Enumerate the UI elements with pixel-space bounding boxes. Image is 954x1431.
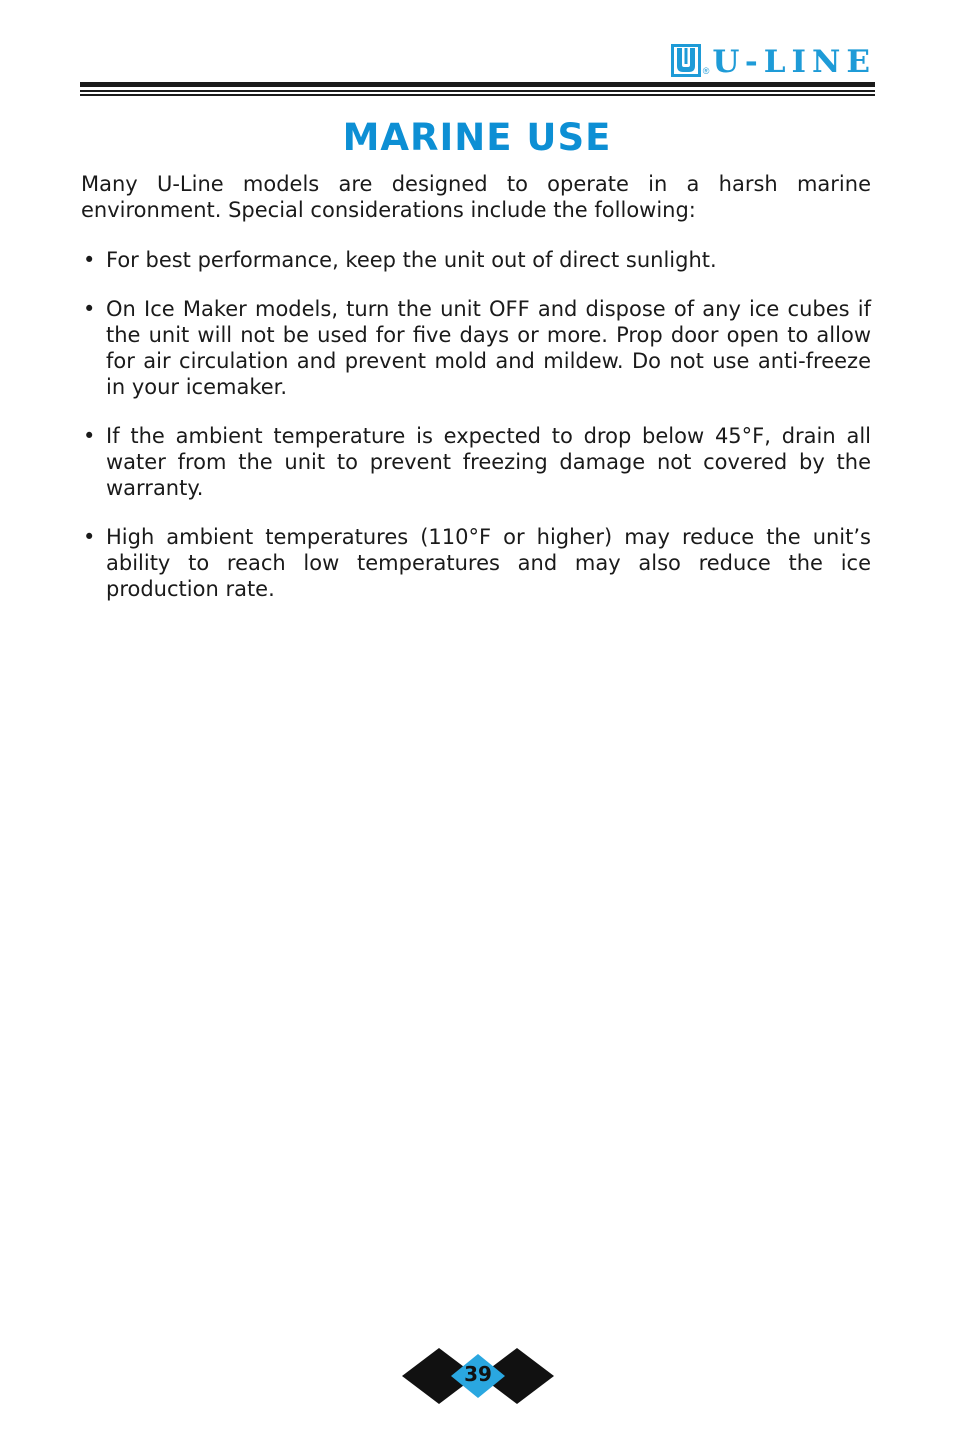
bullet-mark: • <box>83 297 96 321</box>
header-rule-thick <box>80 82 875 87</box>
registered-mark: ® <box>702 66 710 76</box>
brand-logo <box>671 44 876 80</box>
logo-wordmark: U-LINE <box>712 44 876 80</box>
list-item <box>81 296 871 400</box>
page-title: MARINE USE <box>342 116 612 159</box>
bullet-mark: • <box>83 525 96 549</box>
bullet-mark: • <box>83 424 96 448</box>
list-item-text: For best performance, keep the unit out of direct sunlight. <box>106 248 717 272</box>
list-item-text: If the ambient temperature is expected to drop below 45°F, drain all water from the unit to prevent freezing damage not covered by the warranty. <box>106 424 871 500</box>
list-item <box>81 247 871 273</box>
list-item-text: High ambient temperatures (110°F or higher) may reduce the unit’s ability to reach low temperatures and may also reduce the ice production rate. <box>106 525 871 601</box>
u-line-logo-icon <box>671 44 701 77</box>
page-number: 39 <box>464 1362 492 1386</box>
header-rule-thin <box>80 90 875 92</box>
bullet-mark: • <box>83 248 96 272</box>
considerations-list <box>81 247 871 602</box>
list-item <box>81 423 871 501</box>
list-item <box>81 524 871 602</box>
list-item-text: On Ice Maker models, turn the unit OFF and dispose of any ice cubes if the unit will not be used for five days or more. Prop door open to allow for air circulation and prevent mold and mildew. Do not use anti-freeze in your icemaker. <box>106 297 871 399</box>
page-number-badge <box>402 1348 554 1404</box>
header-rule-thin <box>80 94 875 96</box>
body-content <box>81 171 871 625</box>
intro-paragraph: Many U-Line models are designed to operate in a harsh marine environment. Special considerations include the following: <box>81 172 871 222</box>
